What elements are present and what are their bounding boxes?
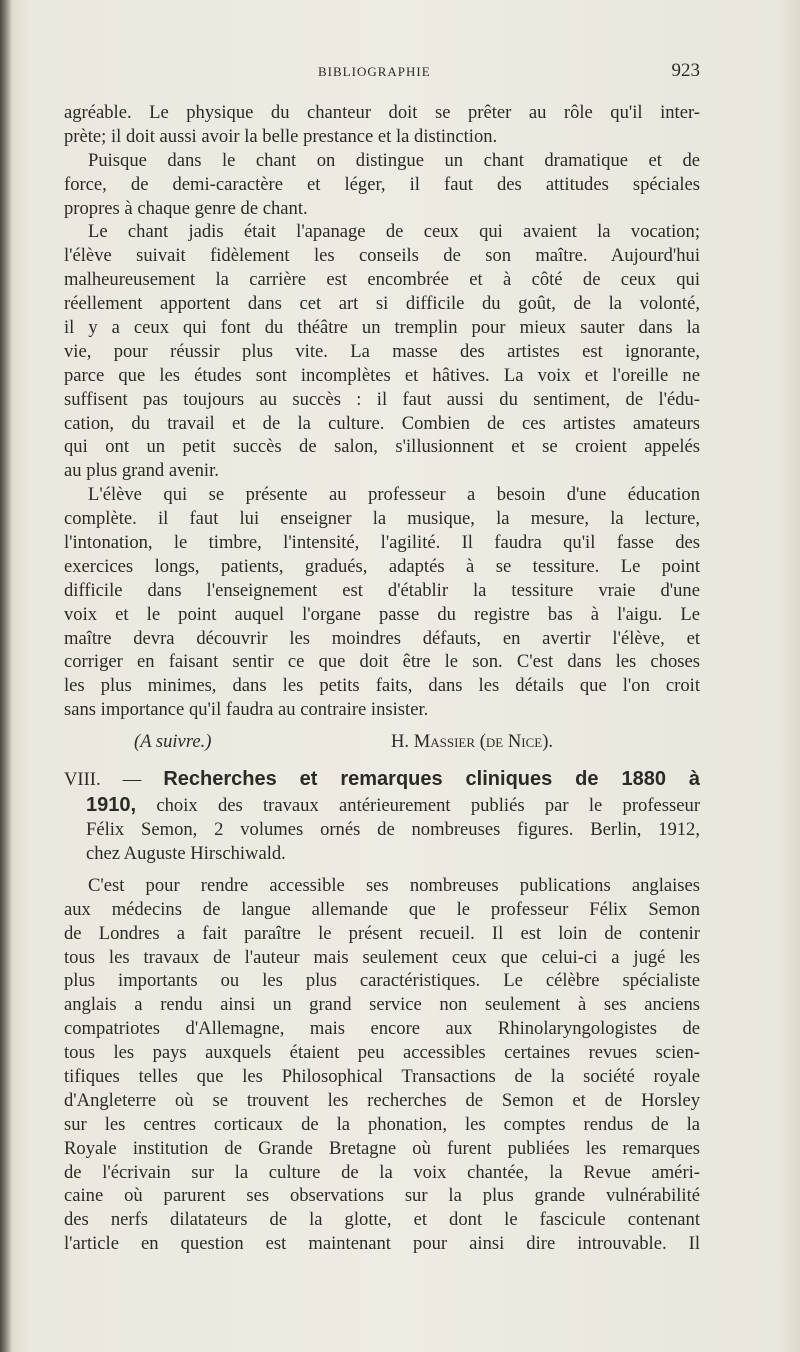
text-line: de l'écrivain sur la culture de la voix chantée, la Revue améri- [64, 1161, 700, 1183]
text-line: réellement apportent dans cet art si difficile du goût, de la volonté, [64, 293, 700, 315]
text-line: l'article en question est maintenant pour ainsi dire introuvable. Il [64, 1233, 700, 1255]
author-signature: H. Massier (de Nice). [391, 731, 554, 753]
text-line: maître devra découvrir les moindres défauts, en avertir l'élève, et [64, 627, 700, 649]
text-line: il y a ceux qui font du théâtre un tremplin pour mieux sauter dans la [64, 317, 700, 339]
heading-line: Félix Semon, 2 volumes ornés de nombreuses figures. Berlin, 1912, [86, 819, 700, 841]
book-title-year: 1910, [86, 794, 137, 817]
page-number: 923 [671, 60, 700, 81]
text-line: corriger en faisant sentir ce que doit être le son. C'est dans les choses [64, 651, 700, 673]
paragraph-4 [64, 483, 700, 722]
text-line: complète. il faut lui enseigner la musique, la mesure, la lecture, [64, 508, 700, 530]
page-header [60, 60, 700, 84]
text-line: difficile dans l'enseignement est d'établir la tessiture vraie d'une [64, 579, 700, 601]
section-number: VIII. — [64, 769, 142, 791]
text-line: agréable. Le physique du chanteur doit se prêter au rôle qu'il inter- [64, 102, 700, 123]
signature-block [64, 730, 700, 760]
paragraph-1 [64, 101, 700, 149]
text-line: plus importants ou les plus caractéristiques. Le célèbre spécialiste [64, 970, 700, 992]
heading-line [64, 768, 700, 794]
text-line: vie, pour réussir plus vite. La masse des artistes est ignorante, [64, 340, 700, 362]
text-line: sur les centres corticaux de la phonation, les comptes rendus de la [64, 1113, 700, 1135]
text-line: l'élève suivait fidèlement les conseils de son maître. Aujourd'hui [64, 245, 700, 267]
review-heading [64, 768, 700, 866]
text-line: force, de demi-caractère et léger, il faut des attitudes spéciales [64, 173, 700, 195]
text-line: L'élève qui se présente au professeur a besoin d'une éducation [88, 484, 700, 506]
text-line: voix et le point auquel l'organe passe du registre bas à l'aigu. Le [64, 603, 700, 625]
to-be-continued-note: (A suivre.) [134, 731, 212, 753]
text-line: propres à chaque genre de chant. [64, 197, 308, 219]
text-line: qui ont un petit succès de salon, s'illusionnent et se croient appelés [64, 436, 700, 458]
heading-line: chez Auguste Hirschiwald. [86, 842, 286, 864]
text-line: C'est pour rendre accessible ses nombreuses publications anglaises [88, 874, 700, 896]
text-line: sans importance qu'il faudra au contraire insister. [64, 699, 429, 721]
book-description: choix des travaux antérieurement publiés par le professeur [156, 795, 701, 817]
text-line: l'intonation, le timbre, l'intensité, l'agilité. Il faudra qu'il fasse des [64, 532, 700, 554]
text-line: aux médecins de langue allemande que le professeur Félix Semon [64, 898, 700, 920]
text-line: tifiques telles que les Philosophical Transactions de la société royale [64, 1065, 700, 1087]
text-line: tous les pays auxquels étaient peu accessibles certaines revues scien- [64, 1042, 700, 1064]
text-line: d'Angleterre où se trouvent les recherches de Semon et de Horsley [64, 1089, 700, 1111]
text-line: des nerfs dilatateurs de la glotte, et dont le fascicule contenant [64, 1209, 700, 1231]
text-line: de Londres a fait paraître le présent recueil. Il est loin de contenir [64, 922, 700, 944]
text-line: compatriotes d'Allemagne, mais encore aux Rhinolaryngologistes de [64, 1018, 700, 1040]
text-line: anglais a rendu ainsi un grand service non seulement à ses anciens [64, 994, 700, 1016]
heading-line [64, 794, 700, 818]
text-line: Le chant jadis était l'apanage de ceux qui avaient la vocation; [88, 221, 700, 243]
review-body [64, 874, 700, 1256]
text-line: prète; il doit aussi avoir la belle prestance et la distinction. [64, 125, 498, 147]
text-line: caine où parurent ses observations sur la plus grande vulnérabilité [64, 1185, 700, 1207]
paragraph-2 [64, 149, 700, 221]
book-title: Recherches et remarques cliniques de 1880 à [163, 768, 700, 791]
paragraph-3 [64, 220, 700, 483]
running-title: BIBLIOGRAPHIE [318, 64, 431, 79]
text-line: Royale institution de Grande Bretagne où furent publiées les remarques [64, 1137, 700, 1159]
text-line: tous les travaux de l'auteur mais seulement ceux que celui-ci a jugé les [64, 946, 700, 968]
page-text [64, 101, 700, 1256]
text-line: exercices longs, patients, gradués, adaptés à se tessiture. Le point [64, 555, 700, 577]
text-line: suffisent pas toujours au succès : il faut aussi du sentiment, de l'édu- [64, 388, 700, 410]
text-line: cation, du travail et de la culture. Combien de ces artistes amateurs [64, 412, 700, 434]
text-line: les plus minimes, dans les petits faits, dans les détails que l'on croit [64, 675, 700, 697]
text-line: parce que les études sont incomplètes et hâtives. La voix et l'oreille ne [64, 364, 700, 386]
book-spine-shadow [0, 0, 12, 1352]
text-line: malheureusement la carrière est encombrée et à côté de ceux qui [64, 269, 700, 291]
text-line: au plus grand avenir. [64, 460, 219, 482]
text-line: Puisque dans le chant on distingue un chant dramatique et de [88, 149, 700, 171]
